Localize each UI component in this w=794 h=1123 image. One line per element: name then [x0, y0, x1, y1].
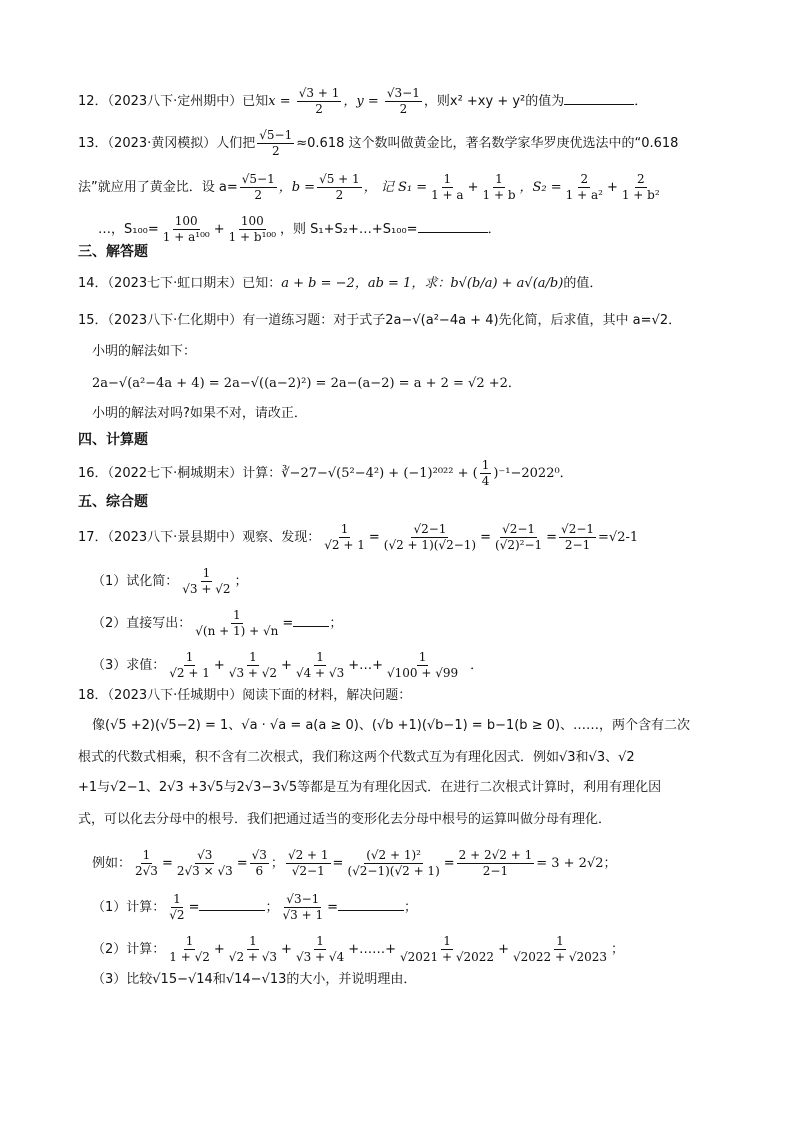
question-18-example: 例如： $\frac{1}{2√3}$ = $\frac{√3}{2√3 \times √3}$ = $\frac{√3}{6}$ ； $\frac{√2 + 1}{√2-1}$ = $\frac{\text{(√2 + 1)²}}{(√2-1)(√2 + 1)}$ = $\frac{2 + 2√2 + 1}{2-1}$ = 3 + 2√2；: [92, 848, 617, 878]
q13-answer-blank[interactable]: [418, 220, 488, 233]
question-12: 12．（2023八下·定州期中）已知x = $\frac{√3 + 1}{2}$ ，y = $\frac{√3-1}{2}$ ，则x² +xy + y²的值为 ．: [78, 86, 648, 116]
question-16: 16．（2022七下·桐城期末）计算：∛−27−√(5²−4²) + (−1)²⁰²² + ( $\frac{1}{4}$ )⁻¹−2022⁰．: [78, 458, 573, 488]
question-14: 14．（2023七下·虹口期末）已知：a + b = −2，ab = 1，求：b√(b/a) + a√(a/b)的值．: [78, 276, 603, 291]
question-17-part-1: （1）试化简： $\frac{1}{√3 + √2}$ ；: [92, 566, 248, 596]
question-17: 17．（2023八下·景县期中）观察、发现： $\frac{1}{√2 + 1}$ = $\frac{√2-1}{(√2 + 1)(√2-1)}$ = $\frac{√2-1}{\text{(√2)²−1}}$ = $\frac{√2-1}{2-1}$ =√2-1: [78, 522, 639, 552]
question-13-line-3: …，S₁₀₀= $\frac{100}{\text{1 + a¹⁰⁰}}$ + $\frac{100}{\text{1 + b¹⁰⁰}}$ ，则 S₁+S₂+…+S₁₀₀= ．: [98, 214, 501, 244]
q14-expression: b√(b/a) + a√(a/b): [450, 276, 564, 291]
q13-s2-term-1: $\frac{2}{\text{1 + a²}}$: [565, 172, 603, 202]
question-15-line-1: 15．（2023八下·仁化期中）有一道练习题：对于式子2a−√(a²−4a + 4)先化简，后求值，其中 a=√2．: [78, 313, 682, 328]
question-18-para-3: +1与√2−1、2√3 +3√5与2√3−3√5等都是互为有理化因式．在进行二次根式计算时，利用有理化因: [78, 780, 662, 795]
q12-y-label: ，y =: [343, 94, 383, 109]
question-15-line-2: 小明的解法如下：: [92, 344, 197, 359]
q13-s2-term-2: $\frac{2}{\text{1 + b²}}$: [621, 172, 660, 202]
q17-answer-blank[interactable]: [293, 614, 329, 627]
question-17-part-2: （2）直接写出： $\frac{1}{√(n + 1) + √n}$ = ；: [92, 608, 343, 638]
q13-a-fraction: $\frac{√5-1}{2}$: [241, 172, 275, 202]
question-18-para-1: 像(√5 +2)(√5−2) = 1、√a · √a = a(a ≥ 0)、(√b +1)(√b−1) = b−1(b ≥ 0)、……，两个含有二次: [92, 718, 691, 733]
question-13-line-2: 法”就应用了黄金比．设 a= $\frac{√5-1}{2}$ ，b = $\frac{√5 + 1}{2}$ ， 记 S₁ = $\frac{1}{1 + a}$ + $\frac{1}{1 + b}$ ，S₂ = $\frac{2}{\text{1 + a²}}$ + $\frac{2}{\text{1 + b²}}$: [78, 172, 660, 202]
section-heading-3: 三、解答题: [78, 244, 148, 260]
q12-x-fraction: $\frac{√3 + 1}{2}$: [298, 86, 340, 116]
q12-x-label: x =: [268, 94, 295, 109]
q12-y-fraction: $\frac{√3-1}{2}$: [386, 86, 420, 116]
q18-blank-1[interactable]: [199, 898, 265, 911]
question-18-part-3: （3）比较√15−√14和√14−√13的大小，并说明理由．: [92, 972, 417, 987]
section-heading-4: 四、计算题: [78, 432, 148, 448]
section-heading-5: 五、综合题: [78, 494, 148, 510]
q13-b-fraction: $\frac{√5 + 1}{2}$: [319, 172, 360, 202]
q18-blank-2[interactable]: [338, 898, 404, 911]
q13-golden-fraction: $\frac{√5-1}{2}$: [259, 128, 293, 158]
question-18-para-2: 根式的代数式相乘，积不含有二次根式，我们称这两个代数式互为有理化因式．例如√3和√3、√2: [78, 750, 635, 765]
question-15-solution: 2a−√(a²−4a + 4) = 2a−√((a−2)²) = 2a−(a−2) = a + 2 = √2 +2．: [92, 376, 521, 391]
q16-fraction: $\frac{1}{4}$: [481, 458, 490, 488]
question-18-title: 18．（2023八下·任城期中）阅读下面的材料，解决问题：: [78, 688, 412, 703]
question-17-part-3: （3）求值： $\frac{1}{√2 + 1}$ + $\frac{1}{√3 + √2}$ + $\frac{1}{√4 + √3}$ +…+ $\frac{1}{√100 + √99}$ ．: [92, 650, 484, 680]
q13-s100-term-1: $\frac{100}{\text{1 + a¹⁰⁰}}$: [162, 214, 210, 244]
question-13-line-1: 13．（2023·黄冈模拟）人们把 $\frac{√5-1}{2}$ ≈0.618 这个数叫做黄金比，著名数学家华罗庚优选法中的“0.618: [78, 128, 679, 158]
q12-source: 12．（2023八下·定州期中）已知: [78, 94, 269, 109]
q13-s1-term-2: $\frac{1}{1 + b}$: [482, 172, 516, 202]
question-15-line-4: 小明的解法对吗?如果不对，请改正．: [92, 406, 307, 421]
q12-answer-blank[interactable]: [564, 92, 634, 105]
q13-s100-term-2: $\frac{100}{\text{1 + b¹⁰⁰}}$: [228, 214, 277, 244]
q13-source: 13．（2023·黄冈模拟）人们把: [78, 136, 256, 151]
q16-expression: ∛−27−√(5²−4²) + (−1)²⁰²² + (: [281, 466, 478, 481]
question-18-para-4: 式，可以化去分母中的根号．我们把通过适当的变形化去分母中根号的运算叫做分母有理化．: [78, 812, 612, 827]
question-18-part-1: （1）计算： $\frac{1}{√2}$ = ； $\frac{√3-1}{√3 + 1}$ = ；: [92, 892, 418, 922]
q13-s1-term-1: $\frac{1}{1 + a}$: [431, 172, 464, 202]
q12-tail: ，则x² +xy + y²的值为: [423, 94, 565, 109]
question-18-part-2: （2）计算： $\frac{1}{1 + √2}$ + $\frac{1}{√2 + √3}$ + $\frac{1}{√3 + √4}$ +……+ $\frac{1}{√2021 + √2022}$ + $\frac{1}{√2022 + √2023}$ ；: [92, 934, 625, 964]
